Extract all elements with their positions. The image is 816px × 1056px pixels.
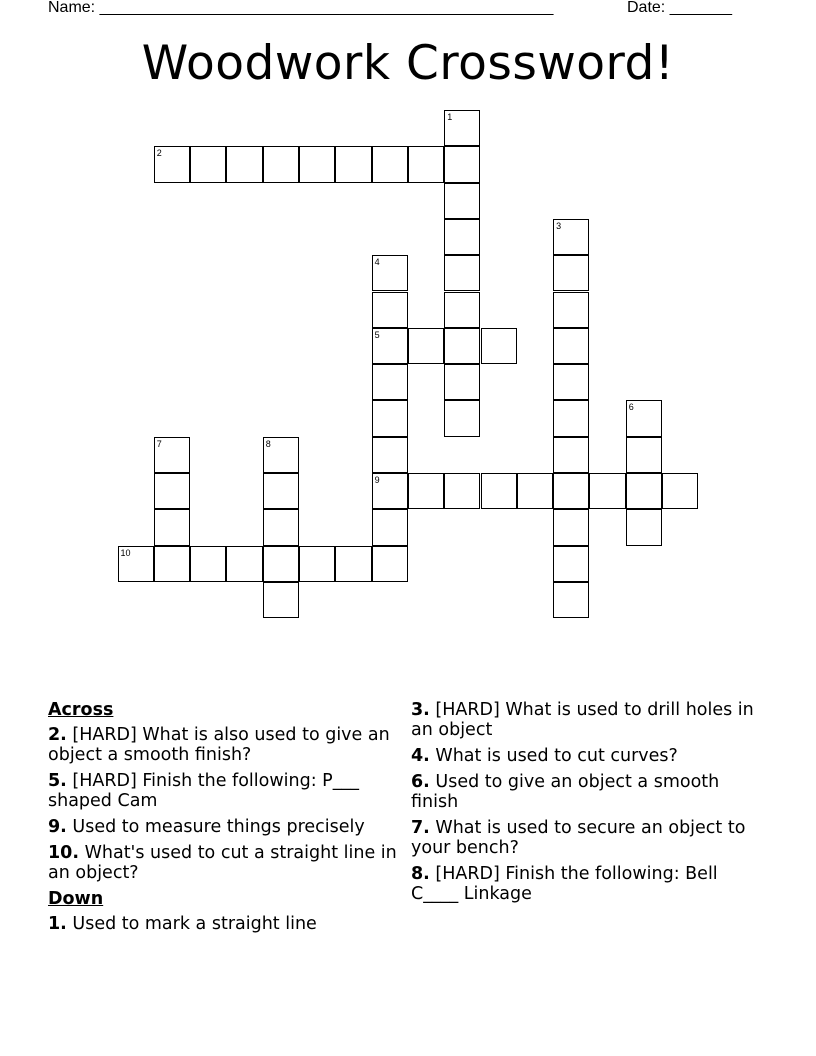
crossword-cell[interactable] (626, 473, 662, 509)
crossword-cell[interactable] (553, 364, 589, 400)
crossword-cell[interactable] (444, 146, 480, 182)
down-clue-7: 7. What is used to secure an object to your bench? (411, 818, 746, 858)
crossword-cell[interactable] (372, 400, 408, 436)
crossword-cell[interactable] (626, 509, 662, 545)
crossword-cell[interactable] (444, 183, 480, 219)
down-clue-6: 6. Used to give an object a smooth finish (411, 772, 720, 812)
date-field[interactable]: Date: _______ (627, 0, 732, 16)
crossword-cell[interactable] (481, 473, 517, 509)
down-clue-3: 3. [HARD] What is used to drill holes in an object (411, 700, 754, 740)
crossword-cell[interactable] (444, 110, 480, 146)
crossword-cell[interactable] (372, 364, 408, 400)
down-clue-8: 8. [HARD] Finish the following: Bell C____ Linkage (411, 864, 718, 904)
crossword-cell[interactable] (299, 546, 335, 582)
crossword-cell[interactable] (553, 473, 589, 509)
clue-number: 7 (156, 438, 162, 449)
across-clue-9: 9. Used to measure things precisely (48, 817, 365, 837)
clue-number: 5 (374, 329, 380, 340)
across-clue-10: 10. What's used to cut a straight line in an object? (48, 843, 397, 883)
clue-number: 10 (120, 547, 131, 558)
crossword-cell[interactable] (226, 546, 262, 582)
crossword-cell[interactable] (263, 146, 299, 182)
crossword-cell[interactable] (154, 546, 190, 582)
clue-number: 6 (628, 402, 634, 413)
across-clue-2: 2. [HARD] What is also used to give an object a smooth finish? (48, 725, 390, 765)
crossword-cell[interactable] (154, 473, 190, 509)
crossword-cell[interactable] (408, 473, 444, 509)
crossword-cell[interactable] (553, 437, 589, 473)
crossword-cell[interactable] (553, 400, 589, 436)
crossword-cell[interactable] (444, 255, 480, 291)
crossword-cell[interactable] (662, 473, 698, 509)
crossword-cell[interactable] (263, 546, 299, 582)
down-clue-4: 4. What is used to cut curves? (411, 746, 678, 766)
crossword-cell[interactable] (190, 146, 226, 182)
crossword-cell[interactable] (408, 146, 444, 182)
crossword-cell[interactable] (444, 400, 480, 436)
crossword-cell[interactable] (444, 473, 480, 509)
crossword-cell[interactable] (444, 219, 480, 255)
crossword-cell[interactable] (154, 509, 190, 545)
crossword-cell[interactable] (553, 509, 589, 545)
clue-number: 9 (374, 475, 380, 485)
name-field[interactable]: Name: ___________________________________________________ (48, 0, 554, 16)
crossword-cell[interactable] (263, 582, 299, 618)
crossword-cell[interactable] (626, 437, 662, 473)
crossword-cell[interactable] (553, 255, 589, 291)
crossword-cell[interactable] (481, 328, 517, 364)
crossword-cell[interactable] (372, 546, 408, 582)
crossword-cell[interactable] (118, 546, 154, 582)
crossword-cell[interactable] (372, 255, 408, 291)
crossword-cell[interactable] (263, 437, 299, 473)
down-heading: Down (48, 889, 104, 909)
crossword-cell[interactable] (444, 364, 480, 400)
crossword-cell[interactable] (154, 146, 190, 182)
clue-number: 3 (556, 220, 562, 231)
crossword-cell[interactable] (226, 146, 262, 182)
crossword-cell[interactable] (553, 292, 589, 328)
clues-left-column (48, 700, 398, 940)
crossword-cell[interactable] (553, 219, 589, 255)
crossword-cell[interactable] (372, 473, 408, 509)
across-heading: Across (48, 700, 114, 720)
crossword-cell[interactable] (335, 146, 371, 182)
crossword-cell[interactable] (190, 546, 226, 582)
down-clue-1: 1. Used to mark a straight line (48, 914, 317, 934)
crossword-cell[interactable] (589, 473, 625, 509)
page-title: Woodwork Crossword! (141, 36, 675, 91)
crossword-cell[interactable] (299, 146, 335, 182)
crossword-cell[interactable] (408, 328, 444, 364)
crossword-cell[interactable] (372, 328, 408, 364)
crossword-cell[interactable] (335, 546, 371, 582)
clue-number: 1 (447, 112, 453, 122)
clues-right-column (411, 700, 761, 910)
crossword-cell[interactable] (444, 292, 480, 328)
crossword-cell[interactable] (154, 437, 190, 473)
clue-number: 2 (156, 148, 162, 159)
crossword-cell[interactable] (263, 509, 299, 545)
crossword-cell[interactable] (517, 473, 553, 509)
clue-number: 8 (265, 438, 271, 449)
crossword-cell[interactable] (553, 582, 589, 618)
crossword-cell[interactable] (372, 292, 408, 328)
crossword-cell[interactable] (372, 509, 408, 545)
clue-number: 4 (374, 257, 380, 268)
crossword-cell[interactable] (372, 146, 408, 182)
crossword-cell[interactable] (626, 400, 662, 436)
crossword-cell[interactable] (372, 437, 408, 473)
crossword-cell[interactable] (444, 328, 480, 364)
across-clue-5: 5. [HARD] Finish the following: P___ shaped Cam (48, 771, 359, 811)
crossword-cell[interactable] (553, 328, 589, 364)
crossword-cell[interactable] (263, 473, 299, 509)
crossword-cell[interactable] (553, 546, 589, 582)
